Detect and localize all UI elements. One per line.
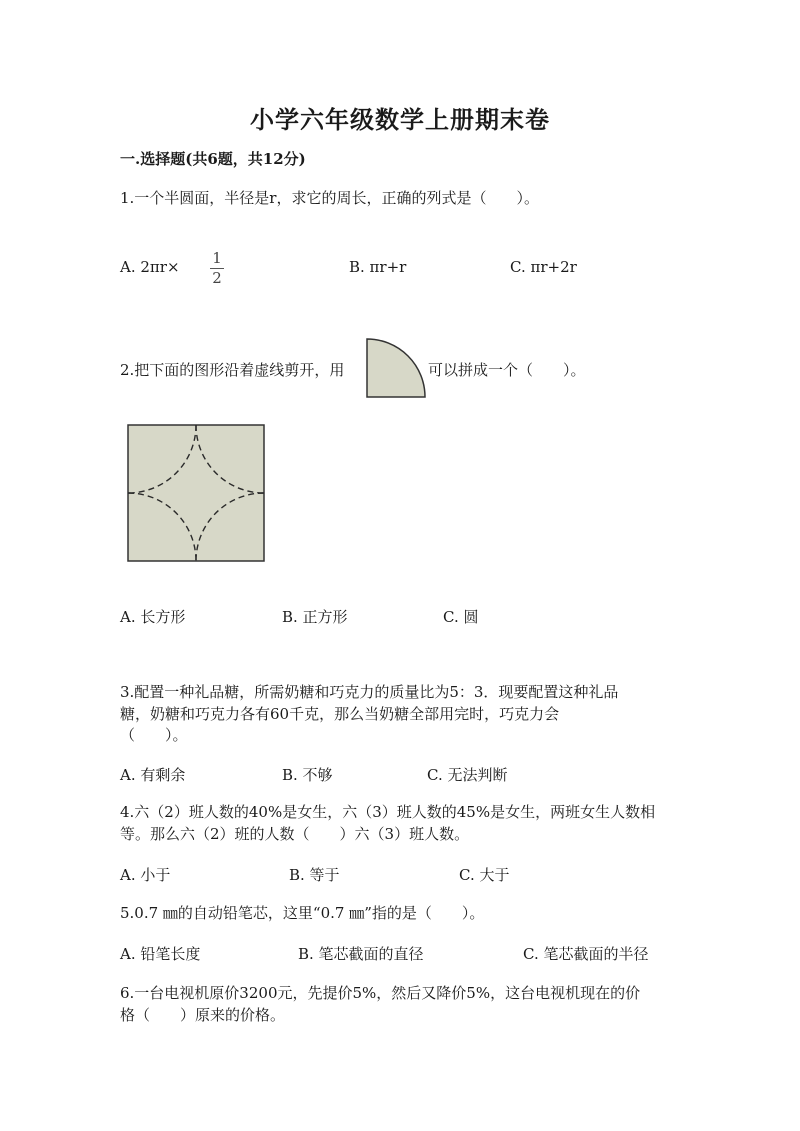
fraction-numerator: 1 <box>212 249 222 267</box>
question-4-option-c: C. 大于 <box>459 866 510 884</box>
question-6-stem-line-2: 格（ ）原来的价格。 <box>120 1006 286 1024</box>
question-3-stem-line-3: （ ）。 <box>120 726 188 744</box>
question-5-option-a: A. 铅笔长度 <box>120 945 201 963</box>
square-with-dashed-arcs-figure <box>127 424 267 564</box>
question-4-stem-line-2: 等。那么六（2）班的人数（ ）六（3）班人数。 <box>120 825 470 843</box>
question-5-option-c: C. 笔芯截面的半径 <box>523 945 649 963</box>
question-4-stem-line-1: 4.六（2）班人数的40%是女生，六（3）班人数的45%是女生，两班女生人数相 <box>120 803 656 821</box>
question-1-option-a: A. 2πr× <box>120 258 180 276</box>
question-1-stem: 1.一个半圆面，半径是r，求它的周长，正确的列式是（ ）。 <box>120 189 539 207</box>
question-5-stem: 5.0.7 ㎜的自动铅笔芯，这里“0.7 ㎜”指的是（ ）。 <box>120 904 485 922</box>
question-3-option-b: B. 不够 <box>282 766 333 784</box>
question-4-option-b: B. 等于 <box>289 866 340 884</box>
question-2-stem-start: 2.把下面的图形沿着虚线剪开，用 <box>120 361 345 379</box>
question-5-option-b: B. 笔芯截面的直径 <box>298 945 424 963</box>
question-2-option-a: A. 长方形 <box>120 608 186 626</box>
question-3-option-c: C. 无法判断 <box>427 766 508 784</box>
question-3-stem-line-1: 3.配置一种礼品糖，所需奶糖和巧克力的质量比为5：3．现要配置这种礼品 <box>120 683 619 701</box>
question-2-option-b: B. 正方形 <box>282 608 348 626</box>
question-3-stem-line-2: 糖，奶糖和巧克力各有60千克，那么当奶糖全部用完时，巧克力会 <box>120 705 560 723</box>
fraction-denominator: 2 <box>212 269 222 287</box>
page-title: 小学六年级数学上册期末卷 <box>250 105 550 134</box>
question-1-option-b: B. πr+r <box>349 258 407 276</box>
question-6-stem-line-1: 6.一台电视机原价3200元，先提价5%，然后又降价5%，这台电视机现在的价 <box>120 984 641 1002</box>
question-3-option-a: A. 有剩余 <box>120 766 186 784</box>
question-2-stem-end: 可以拼成一个（ ）。 <box>428 361 586 379</box>
quarter-circle-piece-icon <box>365 337 427 399</box>
question-2-option-c: C. 圆 <box>443 608 479 626</box>
question-1-option-a-fraction <box>210 250 224 287</box>
question-1-option-c: C. πr+2r <box>510 258 577 276</box>
question-4-option-a: A. 小于 <box>120 866 171 884</box>
section-heading: 一.选择题(共6题，共12分) <box>120 150 306 168</box>
